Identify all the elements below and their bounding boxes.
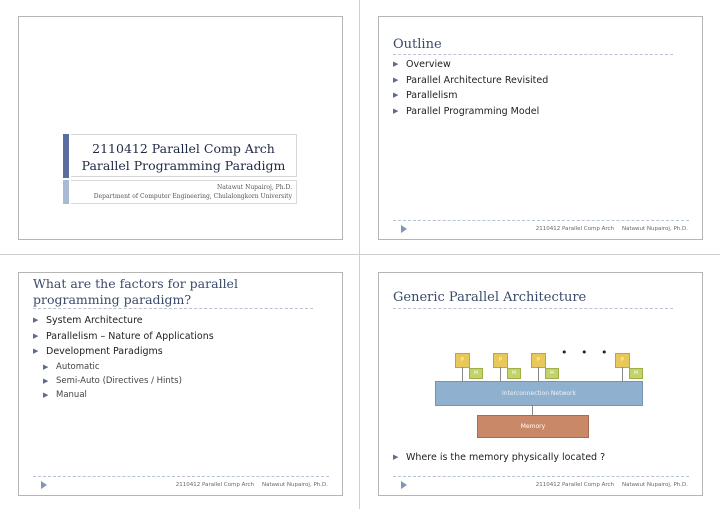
- processor-node: P: [455, 353, 470, 368]
- slide-title: [33, 276, 238, 308]
- slide-3-factors: [18, 272, 343, 496]
- bullet-arrow-icon: ▶: [33, 347, 39, 355]
- footer-arrow-icon: [401, 481, 407, 489]
- bullet-arrow-icon: ▶: [33, 331, 39, 340]
- bullet-arrow-icon: ▶: [393, 60, 399, 68]
- page-divider-horizontal: [0, 254, 720, 255]
- slide-title: Generic Parallel Architecture: [393, 290, 587, 305]
- local-memory-node: M: [507, 368, 521, 379]
- title-line-2: programming paradigm?: [33, 292, 192, 307]
- footer-author: Natawut Nupairoj, Ph.D.: [622, 482, 688, 488]
- footer-course: 2110412 Parallel Comp Arch: [175, 482, 255, 488]
- node-link: [462, 367, 463, 381]
- processor-node: P: [531, 353, 546, 368]
- bullet-arrow-icon: ▶: [43, 362, 49, 371]
- local-memory-node: M: [629, 368, 643, 379]
- title-rule: [33, 308, 313, 309]
- footer-arrow-icon: [401, 225, 407, 233]
- bullet-item: ▶ Parallel Programming Model: [393, 104, 548, 120]
- slide-1-title: [18, 16, 343, 240]
- ellipsis: • • •: [561, 346, 613, 359]
- footer-author: Natawut Nupairoj, Ph.D.: [622, 226, 688, 232]
- footer-rule: [33, 476, 329, 477]
- bullet-list: [33, 313, 214, 402]
- processor-node: P: [615, 353, 630, 368]
- memory-link: [532, 405, 533, 415]
- node-link: [538, 367, 539, 381]
- bullet-item: ▶ Where is the memory physically located ?: [393, 450, 605, 466]
- subtitle-accent-bar: [63, 180, 69, 204]
- title-line-2: Parallel Programming Paradigm: [81, 158, 286, 173]
- title-rule: [393, 308, 673, 309]
- bullet-arrow-icon: ▶: [393, 106, 399, 115]
- footer-rule: [393, 476, 689, 477]
- processor-node: P: [493, 353, 508, 368]
- bullet-item: ▶ Parallelism: [393, 88, 548, 104]
- department-name: Department of Computer Engineering, Chulalongkorn University: [93, 193, 292, 200]
- footer-arrow-icon: [41, 481, 47, 489]
- title-line-1: 2110412 Parallel Comp Arch: [92, 141, 275, 156]
- bullet-arrow-icon: ▶: [393, 75, 399, 84]
- bullet-arrow-icon: ▶: [393, 91, 399, 99]
- presentation-subtitle: [71, 180, 297, 204]
- local-memory-node: M: [469, 368, 483, 379]
- sub-bullet-item: ▶ Automatic: [43, 361, 100, 372]
- bullet-list: [393, 57, 548, 119]
- bullet-arrow-icon: ▶: [393, 453, 399, 461]
- interconnection-network: Interconnection Network: [435, 381, 643, 406]
- bullet-arrow-icon: ▶: [43, 390, 49, 399]
- slide-title: Outline: [393, 37, 442, 52]
- local-memory-node: M: [545, 368, 559, 379]
- bullet-arrow-icon: ▶: [43, 376, 49, 385]
- node-link: [500, 367, 501, 381]
- footer-course: 2110412 Parallel Comp Arch: [535, 482, 615, 488]
- slide-footer: [536, 226, 688, 232]
- title-rule: [393, 54, 673, 55]
- bullet-arrow-icon: ▶: [33, 316, 39, 324]
- slide-footer: [536, 482, 688, 488]
- slide-2-outline: [378, 16, 703, 240]
- node-link: [622, 367, 623, 381]
- title-line-1: What are the factors for parallel: [33, 276, 238, 291]
- footer-author: Natawut Nupairoj, Ph.D.: [262, 482, 328, 488]
- footer-course: 2110412 Parallel Comp Arch: [535, 226, 615, 232]
- shared-memory: Memory: [477, 415, 589, 438]
- slide-footer: [176, 482, 328, 488]
- bullet-list: [393, 450, 605, 466]
- bullet-item: ▶ Parallel Architecture Revisited: [393, 73, 548, 89]
- bullet-item: ▶ Parallelism – Nature of Applications: [33, 329, 214, 345]
- sub-bullet-item: ▶ Manual: [43, 389, 87, 400]
- footer-rule: [393, 220, 689, 221]
- author-name: Natawut Nupairoj, Ph.D.: [216, 184, 292, 191]
- sub-bullet-item: ▶ Semi-Auto (Directives / Hints): [43, 375, 182, 386]
- slide-4-architecture: [378, 272, 703, 496]
- title-accent-bar: [63, 134, 69, 178]
- bullet-item: ▶ System Architecture: [33, 313, 214, 329]
- presentation-title: [71, 134, 297, 177]
- bullet-item: ▶ Development Paradigms: [33, 344, 214, 360]
- bullet-item: ▶ Overview: [393, 57, 548, 73]
